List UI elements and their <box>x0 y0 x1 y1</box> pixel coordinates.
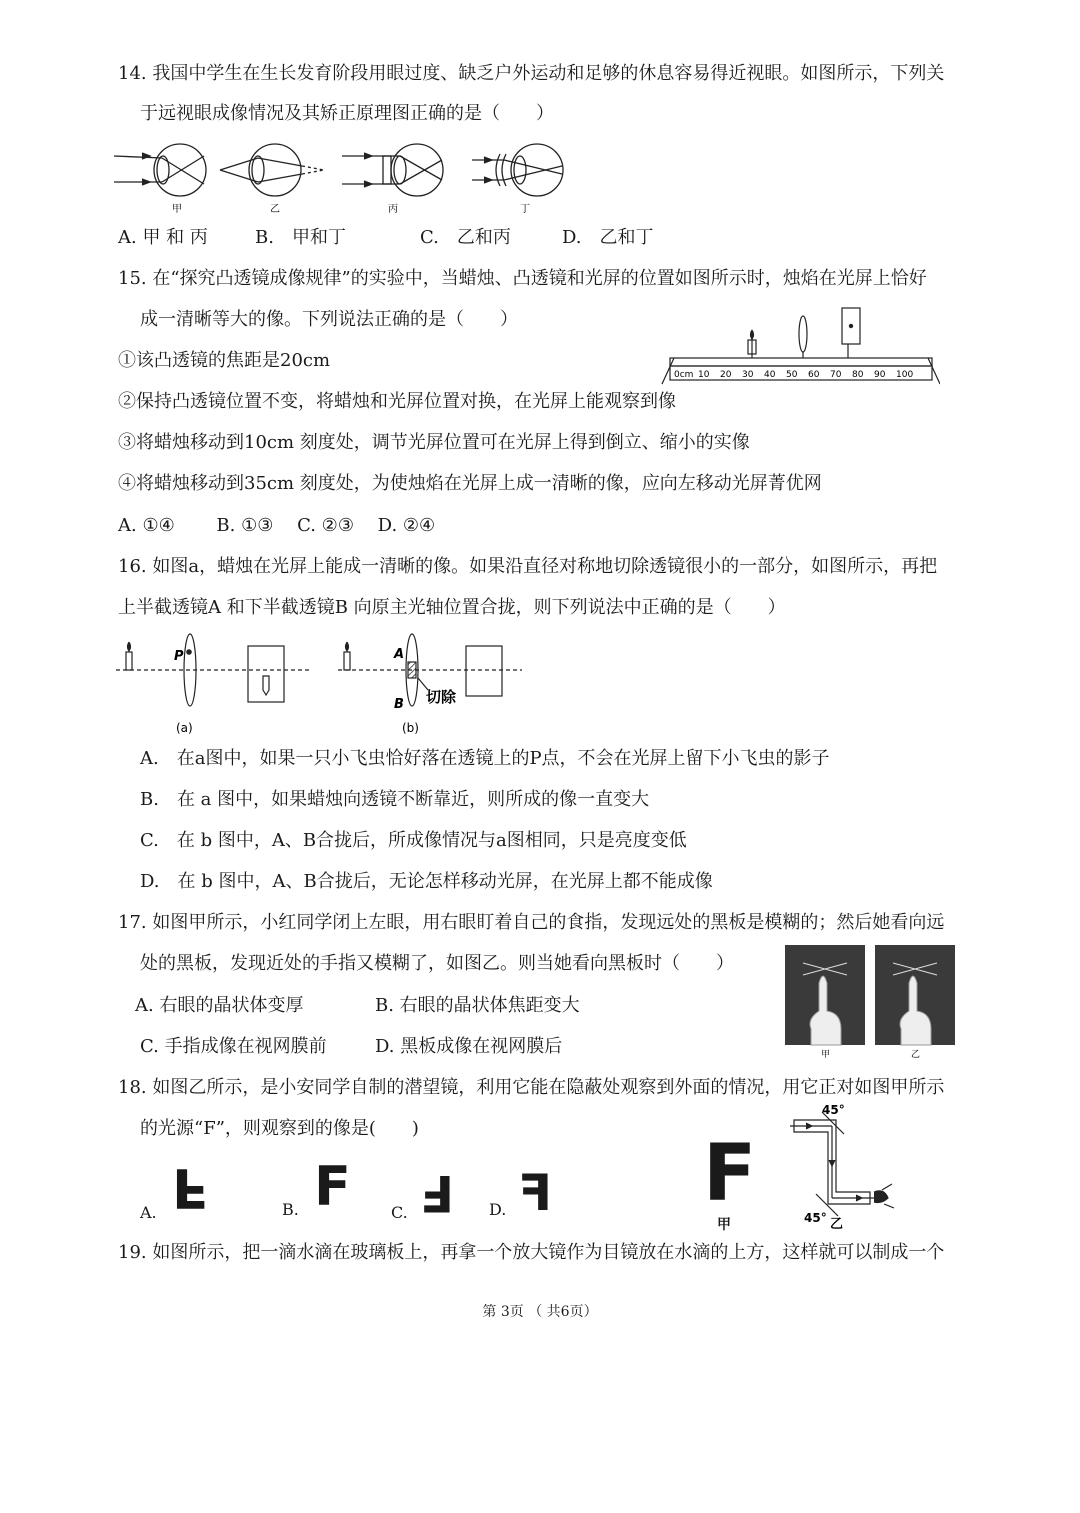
q15-statement-1: ①该凸透镜的焦距是20cm <box>118 350 331 371</box>
q14-option-b: B. 甲和丁 <box>255 227 346 248</box>
q18-option-a-label: A. <box>140 1203 157 1222</box>
q17-option-d: D. 黑板成像在视网膜后 <box>375 1036 563 1057</box>
q18-light-source-F: F <box>703 1129 757 1219</box>
ruler-tick-50: 50 <box>786 370 798 380</box>
ruler-tick-20: 20 <box>720 370 732 380</box>
label-p: P <box>174 649 184 664</box>
q17-stem-line2: 处的黑板，发现近处的手指又模糊了，如图乙。则当她看向黑板时（ ） <box>140 953 734 974</box>
q18-option-d-label: D. <box>489 1200 507 1219</box>
label-angle-bottom: 45° <box>804 1211 827 1225</box>
label-fig-b: (b) <box>402 721 419 735</box>
eye-diagram-bing <box>342 144 443 196</box>
q16-option-b: B. 在 a 图中，如果蜡烛向透镜不断靠近，则所成的像一直变大 <box>140 789 650 810</box>
q14-option-c: C. 乙和丙 <box>420 227 511 248</box>
q14-stem-line2: 于远视眼成像情况及其矫正原理图正确的是（ ） <box>140 103 554 124</box>
q16-stem-line2: 上半截透镜A 和下半截透镜B 向原主光轴位置合拢，则下列说法中正确的是（ ） <box>118 597 786 618</box>
q16-option-c: C. 在 b 图中，A、B合拢后，所成像情况与a图相同，只是亮度变低 <box>140 830 687 851</box>
q17-option-a: A. 右眼的晶状体变厚 <box>135 995 304 1016</box>
ruler-tick-10: 10 <box>698 370 710 380</box>
label-ding: 丁 <box>520 204 530 215</box>
label-cut: 切除 <box>426 688 457 706</box>
q17-stem-line1: 17. 如图甲所示，小红同学闭上左眼，用右眼盯着自己的食指，发现远处的黑板是模糊的；然后她看向远 <box>118 912 945 933</box>
q18-stem-line2: 的光源“F”，则观察到的像是( ) <box>140 1118 419 1139</box>
q14-eye-diagrams <box>112 140 582 218</box>
q17-finger-images <box>783 943 961 1059</box>
label-b: B <box>394 697 404 712</box>
q16-stem-line1: 16. 如图a，蜡烛在光屏上能成一清晰的像。如果沿直径对称地切除透镜很小的一部分，如图所示，再把 <box>118 556 938 577</box>
q15-stem-line2: 成一清晰等大的像。下列说法正确的是（ ） <box>140 309 518 330</box>
q18-option-c-glyph: F <box>420 1164 455 1222</box>
label-bing: 丙 <box>388 204 398 215</box>
q18-option-a-glyph: F <box>172 1156 209 1219</box>
q18-option-c-label: C. <box>391 1203 408 1222</box>
q16-option-a: A. 在a图中，如果一只小飞虫恰好落在透镜上的P点，不会在光屏上留下小飞虫的影子 <box>140 748 830 769</box>
q15-statement-2: ②保持凸透镜位置不变，将蜡烛和光屏位置对换，在光屏上能观察到像 <box>118 391 676 412</box>
q19-stem-line1: 19. 如图所示，把一滴水滴在玻璃板上，再拿一个放大镜作为目镜放在水滴的上方，这样就可以制成一个 <box>118 1242 945 1263</box>
q18-periscope-diagram <box>786 1100 900 1232</box>
eye-diagram-jia <box>114 144 206 196</box>
q14-stem-line1: 14. 我国中学生在生长发育阶段用眼过度、缺乏户外运动和足够的休息容易得近视眼。如图所示，下列关 <box>118 63 945 84</box>
label-fig-a: (a) <box>176 721 193 735</box>
eye-diagram-yi <box>220 144 324 196</box>
q17-option-b: B. 右眼的晶状体焦距变大 <box>375 995 580 1016</box>
q18-stem-line1: 18. 如图乙所示，是小安同学自制的潜望镜，利用它能在隐蔽处观察到外面的情况，用它正对如图甲所示 <box>118 1077 945 1098</box>
ruler-tick-60: 60 <box>808 370 820 380</box>
finger-image-jia <box>785 945 865 1045</box>
label-yi: 乙 <box>830 1217 844 1232</box>
ruler-tick-100: 100 <box>896 370 914 380</box>
page-footer: 第 3页 （ 共6页） <box>482 1304 598 1320</box>
q16-option-d: D. 在 b 图中，A、B合拢后，无论怎样移动光屏，在光屏上都不能成像 <box>140 871 713 892</box>
q15-stem-line1: 15. 在“探究凸透镜成像规律”的实验中，当蜡烛、凸透镜和光屏的位置如图所示时，烛焰在光屏上恰好 <box>118 268 927 289</box>
q15-statement-4: ④将蜡烛移动到35cm 刻度处，为使烛焰在光屏上成一清晰的像，应向左移动光屏菁优网 <box>118 473 822 494</box>
q15-options: A. ①④ B. ①③ C. ②③ D. ②④ <box>118 515 436 536</box>
label-jia: 甲 <box>172 204 182 215</box>
label-jia: 甲 <box>821 1050 831 1059</box>
q14-option-a: A. 甲 和 丙 <box>118 227 208 248</box>
ruler-tick-90: 90 <box>874 370 886 380</box>
q18-label-jia: 甲 <box>717 1217 731 1233</box>
q18-option-d-glyph: F <box>518 1164 553 1222</box>
q15-optical-bench <box>658 300 940 388</box>
label-yi: 乙 <box>911 1050 921 1059</box>
q18-option-b-label: B. <box>282 1200 299 1219</box>
label-angle-top: 45° <box>822 1103 845 1117</box>
eye-diagram-ding <box>472 144 563 196</box>
ruler-tick-70: 70 <box>830 370 842 380</box>
label-a: A <box>394 647 405 662</box>
finger-image-yi <box>875 945 955 1045</box>
q14-option-d: D. 乙和丁 <box>562 227 654 248</box>
q17-option-c: C. 手指成像在视网膜前 <box>140 1036 327 1057</box>
q16-lens-diagrams <box>112 632 532 740</box>
q15-statement-3: ③将蜡烛移动到10cm 刻度处，调节光屏位置可在光屏上得到倒立、缩小的实像 <box>118 432 750 453</box>
ruler-tick-0: 0cm <box>674 370 694 380</box>
ruler-tick-30: 30 <box>742 370 754 380</box>
ruler-tick-80: 80 <box>852 370 864 380</box>
label-yi: 乙 <box>270 204 280 215</box>
q18-option-b-glyph: F <box>314 1155 351 1218</box>
ruler-tick-40: 40 <box>764 370 776 380</box>
